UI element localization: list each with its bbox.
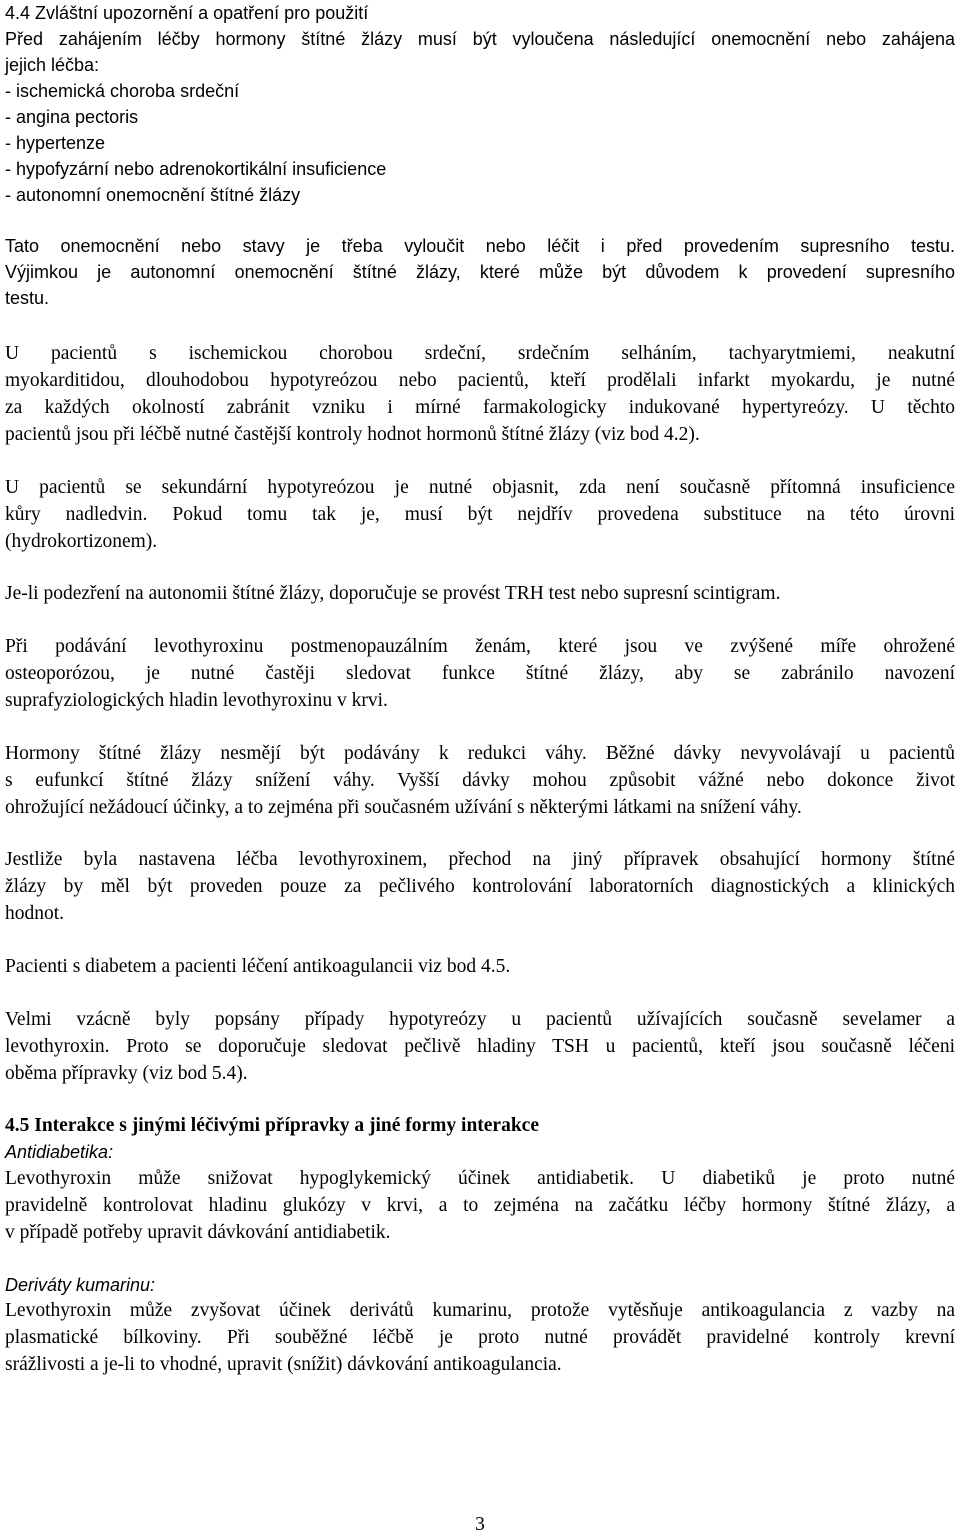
condition-item: - hypertenze [5, 133, 106, 153]
paragraph-line: levothyroxin. Proto se doporučuje sledovat pečlivě hladiny TSH u pacientů, kteří jsou současně léčeni [5, 1036, 955, 1057]
paragraph-line: myokarditidou, dlouhodobou hypotyreózou nebo pacientů, kteří prodělali infarkt myokardu, je nutné [5, 370, 955, 391]
paragraph-line: plasmatické bílkoviny. Při souběžné léčbě je proto nutné provádět pravidelné kontroly krevní [5, 1327, 955, 1348]
paragraph-line: Velmi vzácně byly popsány případy hypotyreózy u pacientů užívajících současně sevelamer a [5, 1009, 955, 1030]
paragraph-line: U pacientů s ischemickou chorobou srdeční, srdečním selháním, tachyarytmiemi, neakutní [5, 343, 955, 364]
paragraph-line: ohrožující nežádoucí účinky, a to zejména při současném užívání s některými látkami na snížení váhy. [5, 797, 802, 818]
paragraph-line: za každých okolností zabránit vzniku i mírné farmakologicky indukované hypertyreózy. U těchto [5, 397, 955, 418]
condition-item: - hypofyzární nebo adrenokortikální insuficience [5, 159, 387, 179]
paragraph-line: Jestliže byla nastavena léčba levothyroxinem, přechod na jiný přípravek obsahující hormony štítné [5, 849, 955, 870]
condition-item: - angina pectoris [5, 107, 139, 127]
section-heading-4-4: 4.4 Zvláštní upozornění a opatření pro použití [5, 3, 369, 23]
paragraph-line: Při podávání levothyroxinu postmenopauzálním ženám, které jsou ve zvýšené míře ohrožené [5, 636, 955, 657]
paragraph-line: s eufunkcí štítné žlázy snížení váhy. Vyšší dávky mohou způsobit vážné nebo dokonce život [5, 770, 955, 791]
paragraph-line: pacientů jsou při léčbě nutné častější kontroly hodnot hormonů štítné žlázy (viz bod 4.2). [5, 424, 700, 445]
paragraph-line: Hormony štítné žlázy nesmějí být podávány k redukci váhy. Běžné dávky nevyvolávají u pacientů [5, 743, 955, 764]
paragraph-line: pravidelně kontrolovat hladinu glukózy v krvi, a to zejména na začátku léčby hormony štítné žlázy, a [5, 1195, 955, 1216]
page-number: 3 [475, 1514, 485, 1535]
intro-line: jejich léčba: [5, 55, 100, 75]
paragraph-line: oběma přípravky (viz bod 5.4). [5, 1063, 248, 1084]
paragraph-line: Levothyroxin může zvyšovat účinek derivátů kumarinu, protože vytěsňuje antikoagulancia z vazby na [5, 1300, 955, 1321]
paragraph-line: Pacienti s diabetem a pacienti léčení antikoagulancii viz bod 4.5. [5, 956, 511, 977]
paragraph-line: žlázy by měl být proveden pouze za pečlivého kontrolování laboratorních diagnostických a klinických [5, 876, 955, 897]
condition-item: - ischemická choroba srdeční [5, 81, 240, 101]
paragraph-line: hodnot. [5, 903, 65, 924]
paragraph-line: osteoporózou, je nutné častěji sledovat funkce štítné žlázy, aby se zabránilo navození [5, 663, 955, 684]
paragraph-line: suprafyziologických hladin levothyroxinu v krvi. [5, 690, 388, 711]
intro-line: Před zahájením léčby hormony štítné žlázy musí být vyloučena následující onemocnění nebo zahájena [5, 29, 955, 49]
paragraph-line: srážlivosti a je-li to vhodné, upravit (snížit) dávkování antikoagulancia. [5, 1354, 562, 1375]
paragraph-line: Levothyroxin může snižovat hypoglykemický účinek antidiabetik. U diabetiků je proto nutné [5, 1168, 955, 1189]
subheading-antidiabetika: Antidiabetika: [5, 1142, 114, 1162]
paragraph-line: Výjimkou je autonomní onemocnění štítné žlázy, které může být důvodem k provedení supresního [5, 262, 955, 282]
paragraph-line: Je-li podezření na autonomii štítné žlázy, doporučuje se provést TRH test nebo supresní scintigram. [5, 583, 781, 604]
paragraph-line: U pacientů se sekundární hypotyreózou je nutné objasnit, zda není současně přítomná insuficience [5, 477, 955, 498]
section-heading-4-5: 4.5 Interakce s jinými léčivými přípravky a jiné formy interakce [5, 1115, 539, 1136]
paragraph-line: testu. [5, 288, 50, 308]
condition-item: - autonomní onemocnění štítné žlázy [5, 185, 301, 205]
subheading-kumariny: Deriváty kumarinu: [5, 1275, 156, 1295]
paragraph-line: (hydrokortizonem). [5, 531, 158, 552]
paragraph-line: v případě potřeby upravit dávkování antidiabetik. [5, 1222, 391, 1243]
paragraph-line: kůry nadledvin. Pokud tomu tak je, musí být nejdřív provedena substituce na této úrovni [5, 504, 955, 525]
paragraph-line: Tato onemocnění nebo stavy je třeba vyloučit nebo léčit i před provedením supresního testu. [5, 236, 955, 256]
